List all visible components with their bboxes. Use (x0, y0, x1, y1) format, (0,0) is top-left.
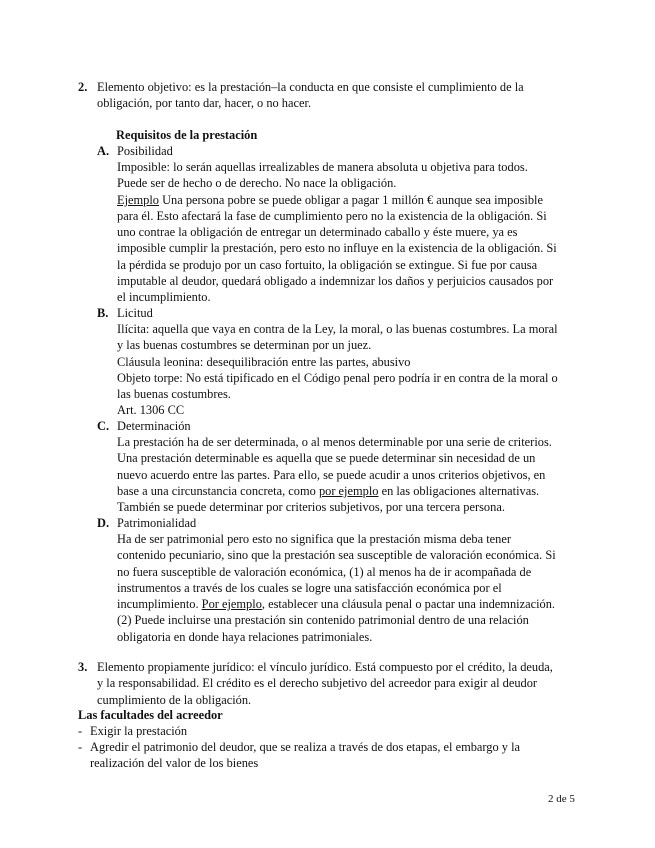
letter-a: A. (97, 144, 110, 158)
text-line: Ilícita: aquella que vaya en contra de la Ley, la moral, o las buenas costumbres. La moral (117, 322, 558, 336)
text-line: instrumentos a través de los cuales se logre una satisfacción económica por el (117, 580, 502, 595)
text-line: nuevo acuerdo entre las partes. Para ello, se puede acudir a unos criterios objetivos, en (117, 467, 546, 482)
subheading-posibilidad: Posibilidad (117, 144, 173, 158)
text-line: Agredir el patrimonio del deudor, que se realiza a través de dos etapas, el embargo y la (90, 740, 521, 754)
text-line: y las buenas costumbres se determinan por un juez. (117, 338, 372, 353)
text-span: en las obligaciones alternativas. (378, 483, 540, 498)
text-span: , establecer una cláusula penal o pactar una indemnización. (261, 597, 556, 612)
text-line: obligatoria en donde haya relaciones patrimoniales. (117, 629, 373, 644)
text-span: Una persona pobre se puede obligar a pagar 1 millón € aunque sea imposible (158, 192, 543, 207)
text-line: Ha de ser patrimonial pero esto no significa que la prestación misma deba tener (117, 532, 511, 546)
text-line: el incumplimiento. (117, 290, 211, 305)
licitud-body (117, 321, 558, 419)
text-line: Art. 1306 CC (117, 403, 185, 418)
text-line: para él. Esto afectará la fase de cumplimiento pero no la existencia de la obligación. Si (117, 208, 547, 223)
text-line: imposible cumplir la prestación, pero esto no influye en la existencia de la obligación. Si (117, 241, 557, 256)
por-ejemplo-label: por ejemplo (318, 483, 379, 498)
subheading-licitud: Licitud (117, 306, 153, 320)
text-line: Cláusula leonina: desequilibración entre las partes, abusivo (117, 354, 411, 369)
text-line: También se puede determinar por criterios subjetivos, por una tercera persona. (117, 500, 505, 515)
section-heading-requisitos: Requisitos de la prestación (116, 128, 258, 142)
text-span: base a una circunstancia concreta, como (117, 483, 319, 498)
text-line: (2) Puede incluirse una prestación sin contenido patrimonial dentro de una relación (117, 613, 529, 628)
text-line: Elemento objetivo: es la prestación–la conducta en que consiste el cumplimiento de la (97, 80, 524, 94)
subheading-patrimonialidad: Patrimonialidad (117, 516, 197, 530)
text-span: incumplimiento. (117, 597, 202, 612)
bullet-dash: - (78, 740, 83, 754)
bullet-exigir: Exigir la prestación (90, 724, 188, 738)
text-line: La prestación ha de ser determinada, o al menos determinable por una serie de criterios. (117, 435, 552, 449)
item-number-3: 3. (78, 660, 88, 674)
item-number-2: 2. (78, 80, 88, 94)
letter-c: C. (97, 419, 110, 433)
text-line: y la responsabilidad. El crédito es el derecho subjetivo del acreedor para exigir al deudor (97, 676, 538, 691)
letter-d: D. (97, 516, 110, 530)
letter-b: B. (97, 306, 109, 320)
text-line: contenido pecuniario, sino que la prestación sea susceptible de valoración económica. Si (117, 548, 556, 563)
text-line (117, 596, 556, 612)
text-line: las buenas costumbres. (117, 387, 231, 402)
page-number: 2 de 5 (548, 793, 575, 805)
text-line (117, 483, 552, 499)
subheading-determinacion: Determinación (117, 419, 191, 433)
patrimonialidad-body (117, 531, 556, 645)
text-line: Puede ser de hecho o de derecho. No nace la obligación. (117, 176, 397, 191)
section-heading-facultades: Las facultades del acreedor (78, 708, 223, 722)
determinacion-body (117, 434, 552, 515)
bullet-agredir (90, 739, 520, 772)
bullet-dash: - (78, 724, 83, 738)
item-3-text (97, 659, 553, 708)
item-2-text (97, 79, 524, 112)
text-line: obligación, por tanto dar, hacer, o no hacer. (97, 96, 312, 111)
text-line: la pérdida se produjo por un caso fortuito, la obligación se extingue. Si fue por causa (117, 257, 538, 272)
text-line: no fuera susceptible de valoración económica, (1) al menos ha de ir acompañada de (117, 564, 532, 579)
posibilidad-body (117, 159, 557, 306)
text-line: uno contrae la obligación de entregar un determinado caballo y éste muere, ya es (117, 225, 518, 240)
text-line: Imposible: lo serán aquellas irrealizables de manera absoluta u objetiva para todos. (117, 160, 528, 174)
text-line: Objeto torpe: No está tipificado en el Código penal pero podría ir en contra de la moral o (117, 370, 558, 385)
ejemplo-label: Ejemplo (117, 192, 159, 207)
text-line: imputable al deudor, quedará obligado a indemnizar los daños y perjuicios causados por (117, 274, 554, 289)
por-ejemplo-label: Por ejemplo (201, 597, 262, 612)
text-line: Elemento propiamente jurídico: el vínculo jurídico. Está compuesto por el crédito, la deuda, (97, 660, 553, 674)
text-line: realización del valor de los bienes (90, 756, 259, 771)
text-line: cumplimiento de la obligación. (97, 692, 252, 707)
example-first-line (117, 192, 557, 208)
text-line: Una prestación determinable es aquella que se puede determinar sin necesidad de un (117, 451, 536, 466)
